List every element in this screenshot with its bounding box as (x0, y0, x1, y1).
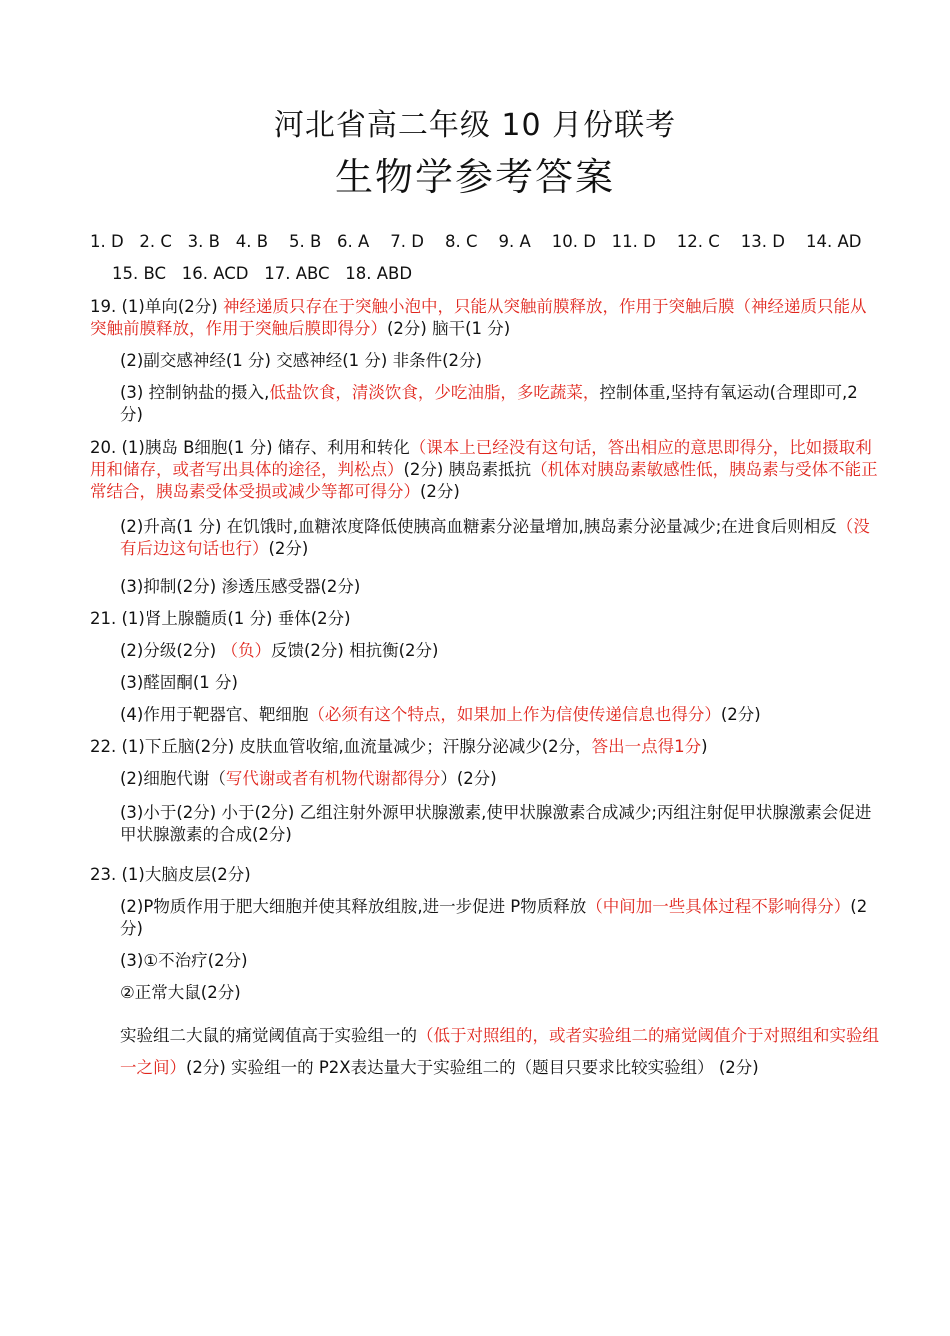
q20-part2-text: (2)升高(1 分) 在饥饿时,血糖浓度降低使胰高血糖素分泌量增加,胰岛素分泌量减少;在进食后则相反 (120, 517, 837, 536)
q23-part5-text-end: (2分) 实验组一的 P2X表达量大于实验组二的（题目只要求比较实验组） (2分) (186, 1058, 759, 1077)
q20-part1-text-mid: (2分) 胰岛素抵抗 (403, 460, 532, 479)
q20-part1-text-end: (2分) (420, 482, 460, 501)
page-title: 河北省高二年级 10 月份联考 (273, 108, 677, 143)
q19-part3 (120, 382, 880, 426)
q19-part3-text: (3) 控制钠盐的摄入, (120, 383, 270, 402)
q21-part2-grading-note: （负） (221, 641, 271, 660)
q23-part2-text-end: (2分) (120, 897, 868, 938)
q23-part2-text: (2)P物质作用于肥大细胞并使其释放组胺,进一步促进 P物质释放 (120, 897, 587, 916)
q20-part3: (3)抑制(2分) 渗透压感受器(2分) (120, 577, 361, 596)
q22-part2-text: (2)细胞代谢（ (120, 769, 226, 788)
q22-part2-grading-note: 写代谢或者有机物代谢都得分 (225, 769, 441, 788)
q21-part2-text-end: 反馈(2分) 相抗衡(2分) (271, 641, 439, 660)
q20-part2-text-end: (2分) (268, 539, 309, 558)
q21-part4 (120, 704, 880, 726)
q20-part1-grading-note-2: （机体对胰岛素敏感性低，胰岛素与受体不能正常结合，胰岛素受体受损或减少等都可得分） (90, 460, 878, 501)
q23-part4: ②正常大鼠(2分) (120, 983, 241, 1002)
q23-part5-text: 实验组二大鼠的痛觉阈值高于实验组一的 (120, 1026, 417, 1045)
q20-part1 (90, 437, 880, 503)
q21-part4-text-end: (2分) (720, 705, 761, 724)
q19-part3-text-end: 控制体重,坚持有氧运动(合理即可,2分) (120, 383, 858, 424)
q19-part1 (90, 296, 880, 340)
q20-part1-text: 20. (1)胰岛 B细胞(1 分) 储存、利用和转化 (90, 438, 410, 457)
q22-part2 (120, 768, 880, 790)
q19-part3-grading-note: 低盐饮食，清淡饮食，少吃油脂，多吃蔬菜， (269, 383, 600, 402)
mc-answers-line-2: 15. BC 16. ACD 17. ABC 18. ABD (112, 264, 413, 283)
q21-part4-grading-note: （必须有这个特点，如果加上作为信使传递信息也得分） (308, 705, 721, 724)
q19-part1-text: 19. (1)单向(2分) (90, 297, 223, 316)
q23-part5 (120, 1020, 880, 1084)
q23-part5-grading-note: （低于对照组的，或者实验组二的痛觉阈值介于对照组和实验组一之间） (120, 1026, 879, 1077)
q23-part2-grading-note: （中间加一些具体过程不影响得分） (586, 897, 851, 916)
page-subtitle: 生物学参考答案 (334, 155, 615, 199)
q20-part2-grading-note: （没有后边这句话也行） (120, 517, 870, 558)
q22-part1 (90, 736, 880, 758)
q20-part2 (120, 516, 880, 560)
q23-part3: (3)①不治疗(2分) (120, 951, 248, 970)
q21-part2-text: (2)分级(2分) (120, 641, 222, 660)
q23-part1: 23. (1)大脑皮层(2分) (90, 865, 251, 884)
q21-part2 (120, 640, 880, 662)
q20-part1-grading-note-1: （课本上已经没有这句话，答出相应的意思即得分，比如摄取利用和储存，或者写出具体的途径，判松点） (90, 438, 872, 479)
mc-answers-line-1: 1. D 2. C 3. B 4. B 5. B 6. A 7. D 8. C 9. A 10. D 11. D 12. C 13. D 14. AD (90, 232, 862, 251)
q22-part1-text-end: ) (701, 737, 708, 756)
q19-part1-grading-note: 神经递质只存在于突触小泡中，只能从突触前膜释放，作用于突触后膜（神经递质只能从突触前膜释放，作用于突触后膜即得分） (90, 297, 867, 338)
q21-part1: 21. (1)肾上腺髓质(1 分) 垂体(2分) (90, 609, 351, 628)
q22-part3: (3)小于(2分) 小于(2分) 乙组注射外源甲状腺激素,使甲状腺激素合成减少;丙组注射促甲状腺激素会促进甲状腺激素的合成(2分) (120, 803, 872, 844)
q23-part2 (120, 896, 880, 940)
q21-part3: (3)醛固酮(1 分) (120, 673, 238, 692)
q22-part1-text: 22. (1)下丘脑(2分) 皮肤血管收缩,血流量减少；汗腺分泌减少(2分， (90, 737, 592, 756)
q21-part4-text: (4)作用于靶器官、靶细胞 (120, 705, 309, 724)
q19-part2: (2)副交感神经(1 分) 交感神经(1 分) 非条件(2分) (120, 351, 482, 370)
q22-part1-grading-note: 答出一点得1分 (591, 737, 702, 756)
q22-part2-text-end: ）(2分) (440, 769, 497, 788)
q19-part1-text-end: (2分) 脑干(1 分) (387, 319, 511, 338)
